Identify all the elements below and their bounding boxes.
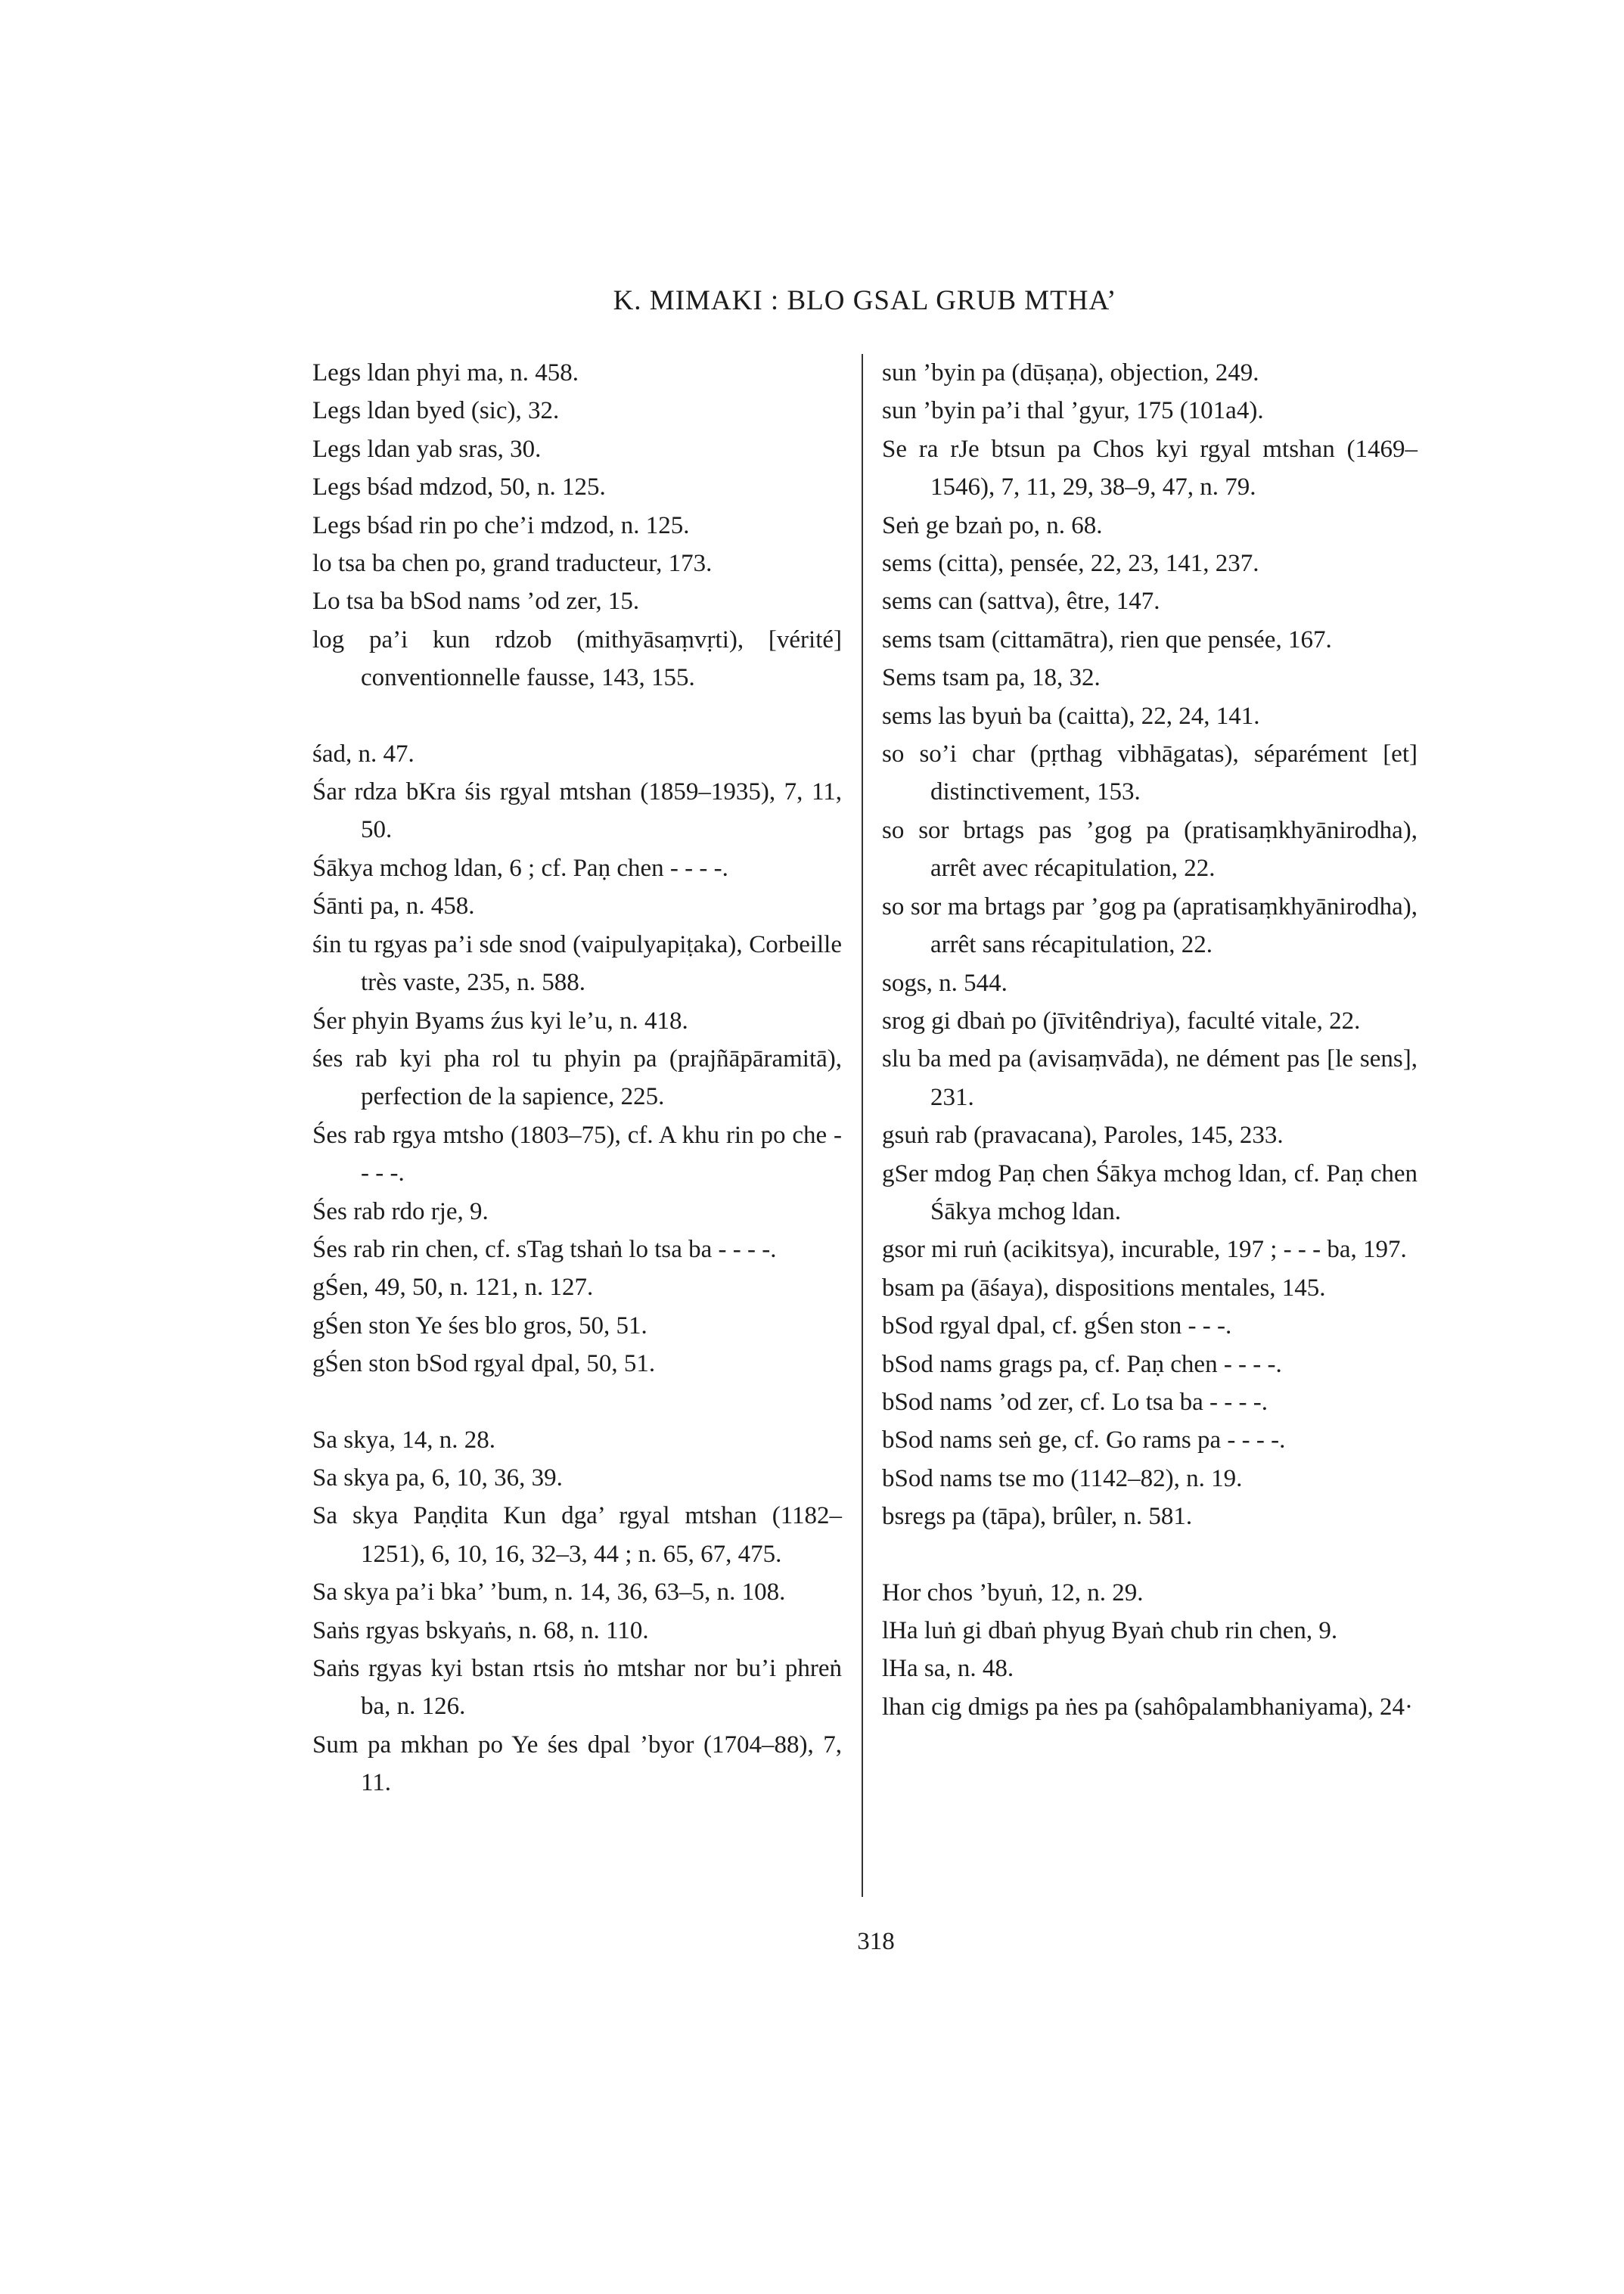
index-entry: Śes rab rdo rje, 9. — [312, 1197, 489, 1225]
section-gap — [312, 697, 842, 735]
index-entry: slu ba med pa (avisaṃvāda), ne dément pas [le sens], 231. — [882, 1045, 1418, 1111]
index-entry: gŚen, 49, 50, n. 121, n. 127. — [312, 1274, 594, 1302]
index-entry: Lo tsa ba bSod nams ’od zer, 15. — [312, 588, 640, 616]
index-entry: Śākya mchog ldan, 6 ; cf. Paṇ chen - - - -. — [312, 854, 728, 882]
index-entry: so sor brtags pas ’gog pa (pratisaṃkhyānirodha), arrêt avec récapitulation, 22. — [882, 816, 1418, 883]
index-entry: lo tsa ba chen po, grand traducteur, 173. — [312, 550, 713, 578]
index-entry: sun ’byin pa’i thal ’gyur, 175 (101a4). — [882, 397, 1264, 425]
index-entry: Saṅs rgyas kyi bstan rtsis ṅo mtshar nor bu’i phreṅ ba, n. 126. — [312, 1655, 842, 1721]
index-entry: Hor chos ’byuṅ, 12, n. 29. — [882, 1578, 1144, 1606]
page-number: 318 — [857, 1928, 895, 1955]
index-entry: Sems tsam pa, 18, 32. — [882, 664, 1101, 692]
index-entry: sems can (sattva), être, 147. — [882, 588, 1160, 616]
index-entry: bSod nams ’od zer, cf. Lo tsa ba - - - -. — [882, 1388, 1268, 1416]
index-entry: Sa skya, 14, n. 28. — [312, 1426, 495, 1454]
index-entry: gŚen ston Ye śes blo gros, 50, 51. — [312, 1312, 647, 1339]
running-header: K. MIMAKI : BLO GSAL GRUB MTHA’ — [613, 285, 1117, 316]
index-entry: lHa sa, n. 48. — [882, 1655, 1014, 1683]
index-entry: Śes rab rin chen, cf. sTag tshaṅ lo tsa ba - - - -. — [312, 1235, 777, 1263]
index-entry: bSod nams tse mo (1142–82), n. 19. — [882, 1464, 1243, 1492]
index-entry: gŚen ston bSod rgyal dpal, 50, 51. — [312, 1350, 656, 1378]
index-entry: Sa skya pa, 6, 10, 36, 39. — [312, 1464, 563, 1492]
index-entry: bsam pa (āśaya), dispositions mentales, 145. — [882, 1274, 1326, 1302]
index-entry: Sa skya Paṇḍita Kun dga’ rgyal mtshan (1182–1251), 6, 10, 16, 32–3, 44 ; n. 65, 67, 475. — [312, 1502, 842, 1568]
index-column-left — [312, 354, 842, 1802]
index-entry: Śes rab rgya mtsho (1803–75), cf. A khu rin po che - - - -. — [312, 1121, 842, 1187]
index-entry: Śer phyin Byams źus kyi le’u, n. 418. — [312, 1007, 688, 1035]
index-entry: bSod rgyal dpal, cf. gŚen ston - - -. — [882, 1312, 1232, 1340]
index-entry: Sum pa mkhan po Ye śes dpal ’byor (1704–88), 7, 11. — [312, 1731, 842, 1797]
index-entry: so so’i char (pṛthag vibhāgatas), séparément [et] distinctivement, 153. — [882, 740, 1418, 806]
index-entry: gsuṅ rab (pravacana), Paroles, 145, 233. — [882, 1122, 1284, 1150]
index-entry: lhan cig dmigs pa ṅes pa (sahôpalambhaniyama), 24· — [882, 1693, 1413, 1721]
column-divider — [862, 354, 863, 1897]
index-entry: sems las byuṅ ba (caitta), 22, 24, 141. — [882, 702, 1260, 730]
index-entry: sun ’byin pa (dūṣaṇa), objection, 249. — [882, 359, 1259, 386]
index-entry: Legs bśad mdzod, 50, n. 125. — [312, 473, 606, 501]
index-column-right — [882, 354, 1418, 1726]
index-entry: Saṅs rgyas bskyaṅs, n. 68, n. 110. — [312, 1616, 649, 1644]
index-entry: Śānti pa, n. 458. — [312, 892, 475, 920]
section-gap — [312, 1383, 842, 1421]
index-entry: Śar rdza bKra śis rgyal mtshan (1859–1935), 7, 11, 50. — [312, 778, 842, 844]
index-entry: Legs ldan yab sras, 30. — [312, 435, 542, 463]
index-entry: gsor mi ruṅ (acikitsya), incurable, 197 ; - - - ba, 197. — [882, 1236, 1407, 1264]
index-entry: gSer mdog Paṇ chen Śākya mchog ldan, cf. Paṇ chen Śākya mchog ldan. — [882, 1159, 1418, 1225]
index-entry: śin tu rgyas pa’i sde snod (vaipulyapiṭaka), Corbeille très vaste, 235, n. 588. — [312, 930, 842, 997]
index-entry: so sor ma brtags par ’gog pa (apratisaṃkhyānirodha), arrêt sans récapitulation, 22. — [882, 892, 1418, 959]
index-entry: Sa skya pa’i bka’ ’bum, n. 14, 36, 63–5, n. 108. — [312, 1578, 786, 1606]
index-entry: Se ra rJe btsun pa Chos kyi rgyal mtshan (1469–1546), 7, 11, 29, 38–9, 47, n. 79. — [882, 435, 1418, 501]
index-entry: sogs, n. 544. — [882, 969, 1008, 997]
index-entry: log pa’i kun rdzob (mithyāsaṃvṛti), [vérité] conventionnelle fausse, 143, 155. — [312, 625, 842, 692]
index-entry: Legs ldan phyi ma, n. 458. — [312, 359, 579, 386]
index-entry: Seṅ ge bzaṅ po, n. 68. — [882, 511, 1103, 539]
index-entry: sems tsam (cittamātra), rien que pensée, 167. — [882, 625, 1332, 653]
index-entry: sems (citta), pensée, 22, 23, 141, 237. — [882, 550, 1259, 578]
index-entry: śad, n. 47. — [312, 740, 415, 768]
index-entry: śes rab kyi pha rol tu phyin pa (prajñāpāramitā), perfection de la sapience, 225. — [312, 1045, 842, 1111]
index-entry: bSod nams seṅ ge, cf. Go rams pa - - - -. — [882, 1426, 1286, 1454]
index-entry: bsregs pa (tāpa), brûler, n. 581. — [882, 1503, 1193, 1531]
index-entry: lHa luṅ gi dbaṅ phyug Byaṅ chub rin chen, 9. — [882, 1617, 1338, 1644]
index-entry: srog gi dbaṅ po (jīvitêndriya), faculté vitale, 22. — [882, 1007, 1361, 1035]
index-entry: Legs bśad rin po che’i mdzod, n. 125. — [312, 511, 690, 539]
section-gap — [882, 1536, 1418, 1574]
index-entry: Legs ldan byed (sic), 32. — [312, 397, 560, 425]
index-entry: bSod nams grags pa, cf. Paṇ chen - - - -. — [882, 1350, 1282, 1378]
